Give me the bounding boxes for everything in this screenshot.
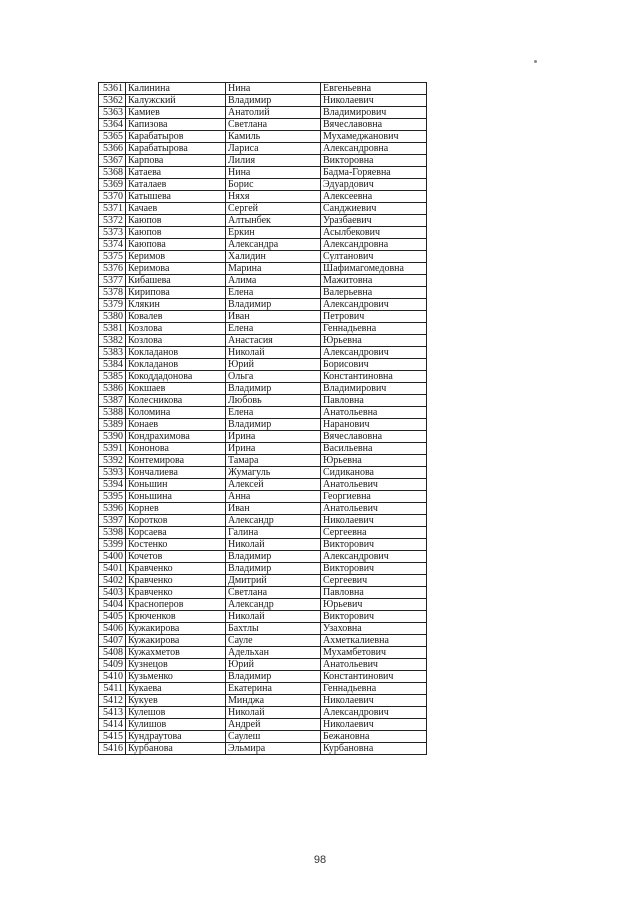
patronymic-cell: Юрьевна <box>321 335 427 347</box>
last-name-cell: Коротков <box>126 515 226 527</box>
table-row <box>99 611 427 623</box>
row-number-cell: 5409 <box>99 659 126 671</box>
row-number-cell: 5387 <box>99 395 126 407</box>
table-row <box>99 239 427 251</box>
row-number-cell: 5365 <box>99 131 126 143</box>
table-row <box>99 515 427 527</box>
first-name-cell: Няхя <box>226 191 321 203</box>
table-row <box>99 155 427 167</box>
first-name-cell: Нина <box>226 83 321 95</box>
row-number-cell: 5408 <box>99 647 126 659</box>
last-name-cell: Курбанова <box>126 743 226 755</box>
last-name-cell: Качаев <box>126 203 226 215</box>
first-name-cell: Алексей <box>226 479 321 491</box>
first-name-cell: Минджа <box>226 695 321 707</box>
patronymic-cell: Викторович <box>321 611 427 623</box>
patronymic-cell: Бадма-Горяевна <box>321 167 427 179</box>
row-number-cell: 5374 <box>99 239 126 251</box>
last-name-cell: Корсаева <box>126 527 226 539</box>
row-number-cell: 5415 <box>99 731 126 743</box>
table-row <box>99 527 427 539</box>
patronymic-cell: Викторовна <box>321 155 427 167</box>
row-number-cell: 5371 <box>99 203 126 215</box>
patronymic-cell: Санджиевич <box>321 203 427 215</box>
table-row <box>99 371 427 383</box>
first-name-cell: Сергей <box>226 203 321 215</box>
first-name-cell: Александр <box>226 599 321 611</box>
row-number-cell: 5412 <box>99 695 126 707</box>
row-number-cell: 5410 <box>99 671 126 683</box>
patronymic-cell: Уразбаевич <box>321 215 427 227</box>
row-number-cell: 5401 <box>99 563 126 575</box>
patronymic-cell: Вячеславовна <box>321 119 427 131</box>
row-number-cell: 5375 <box>99 251 126 263</box>
table-row <box>99 383 427 395</box>
row-number-cell: 5398 <box>99 527 126 539</box>
first-name-cell: Ирина <box>226 443 321 455</box>
first-name-cell: Алтынбек <box>226 215 321 227</box>
last-name-cell: Ковалев <box>126 311 226 323</box>
row-number-cell: 5361 <box>99 83 126 95</box>
first-name-cell: Тамара <box>226 455 321 467</box>
patronymic-cell: Юрьевна <box>321 455 427 467</box>
row-number-cell: 5368 <box>99 167 126 179</box>
last-name-cell: Кокшаев <box>126 383 226 395</box>
row-number-cell: 5386 <box>99 383 126 395</box>
patronymic-cell: Асылбекович <box>321 227 427 239</box>
table-row <box>99 335 427 347</box>
first-name-cell: Владимир <box>226 551 321 563</box>
table-row <box>99 287 427 299</box>
last-name-cell: Катаева <box>126 167 226 179</box>
first-name-cell: Юрий <box>226 359 321 371</box>
last-name-cell: Красноперов <box>126 599 226 611</box>
first-name-cell: Борис <box>226 179 321 191</box>
last-name-cell: Костенко <box>126 539 226 551</box>
first-name-cell: Ольга <box>226 371 321 383</box>
last-name-cell: Кокладанов <box>126 347 226 359</box>
patronymic-cell: Бежановна <box>321 731 427 743</box>
table-row <box>99 695 427 707</box>
row-number-cell: 5381 <box>99 323 126 335</box>
table-row <box>99 191 427 203</box>
last-name-cell: Каталаев <box>126 179 226 191</box>
table-row <box>99 719 427 731</box>
first-name-cell: Владимир <box>226 563 321 575</box>
first-name-cell: Иван <box>226 311 321 323</box>
patronymic-cell: Мажитовна <box>321 275 427 287</box>
row-number-cell: 5400 <box>99 551 126 563</box>
last-name-cell: Карабатыров <box>126 131 226 143</box>
table-row <box>99 359 427 371</box>
row-number-cell: 5373 <box>99 227 126 239</box>
row-number-cell: 5411 <box>99 683 126 695</box>
row-number-cell: 5402 <box>99 575 126 587</box>
row-number-cell: 5397 <box>99 515 126 527</box>
table-row <box>99 623 427 635</box>
first-name-cell: Екатерина <box>226 683 321 695</box>
registry-table <box>98 82 427 755</box>
first-name-cell: Владимир <box>226 419 321 431</box>
first-name-cell: Анатолий <box>226 107 321 119</box>
patronymic-cell: Александрович <box>321 707 427 719</box>
first-name-cell: Дмитрий <box>226 575 321 587</box>
row-number-cell: 5364 <box>99 119 126 131</box>
row-number-cell: 5396 <box>99 503 126 515</box>
table-row <box>99 683 427 695</box>
last-name-cell: Кононова <box>126 443 226 455</box>
last-name-cell: Крюченков <box>126 611 226 623</box>
scan-speck <box>534 60 537 63</box>
first-name-cell: Юрий <box>226 659 321 671</box>
last-name-cell: Клякин <box>126 299 226 311</box>
patronymic-cell: Викторович <box>321 539 427 551</box>
table-row <box>99 479 427 491</box>
row-number-cell: 5390 <box>99 431 126 443</box>
table-row <box>99 551 427 563</box>
table-row <box>99 251 427 263</box>
patronymic-cell: Геннадьевна <box>321 323 427 335</box>
table-row <box>99 743 427 755</box>
row-number-cell: 5377 <box>99 275 126 287</box>
patronymic-cell: Курбановна <box>321 743 427 755</box>
patronymic-cell: Александрович <box>321 299 427 311</box>
first-name-cell: Светлана <box>226 587 321 599</box>
last-name-cell: Катышева <box>126 191 226 203</box>
last-name-cell: Козлова <box>126 323 226 335</box>
table-row <box>99 659 427 671</box>
row-number-cell: 5363 <box>99 107 126 119</box>
row-number-cell: 5367 <box>99 155 126 167</box>
last-name-cell: Кузнецов <box>126 659 226 671</box>
first-name-cell: Елена <box>226 323 321 335</box>
row-number-cell: 5362 <box>99 95 126 107</box>
table-row <box>99 431 427 443</box>
table-row <box>99 227 427 239</box>
table-row <box>99 671 427 683</box>
patronymic-cell: Алексеевна <box>321 191 427 203</box>
table-row <box>99 323 427 335</box>
patronymic-cell: Султанович <box>321 251 427 263</box>
first-name-cell: Камиль <box>226 131 321 143</box>
patronymic-cell: Георгиевна <box>321 491 427 503</box>
first-name-cell: Николай <box>226 611 321 623</box>
patronymic-cell: Владимирович <box>321 383 427 395</box>
row-number-cell: 5392 <box>99 455 126 467</box>
last-name-cell: Каюпов <box>126 227 226 239</box>
last-name-cell: Кирипова <box>126 287 226 299</box>
patronymic-cell: Павловна <box>321 587 427 599</box>
patronymic-cell: Борисович <box>321 359 427 371</box>
table-row <box>99 731 427 743</box>
row-number-cell: 5405 <box>99 611 126 623</box>
table-row <box>99 95 427 107</box>
last-name-cell: Кулешов <box>126 707 226 719</box>
row-number-cell: 5413 <box>99 707 126 719</box>
last-name-cell: Керимова <box>126 263 226 275</box>
first-name-cell: Галина <box>226 527 321 539</box>
first-name-cell: Елена <box>226 407 321 419</box>
patronymic-cell: Александровна <box>321 143 427 155</box>
last-name-cell: Кондрахимова <box>126 431 226 443</box>
first-name-cell: Эльмира <box>226 743 321 755</box>
table-row <box>99 635 427 647</box>
table-row <box>99 119 427 131</box>
last-name-cell: Конаев <box>126 419 226 431</box>
table-row <box>99 503 427 515</box>
table-row <box>99 419 427 431</box>
row-number-cell: 5372 <box>99 215 126 227</box>
last-name-cell: Кончалиева <box>126 467 226 479</box>
last-name-cell: Кужакирова <box>126 623 226 635</box>
patronymic-cell: Сергеевич <box>321 575 427 587</box>
patronymic-cell: Вячеславовна <box>321 431 427 443</box>
last-name-cell: Корнев <box>126 503 226 515</box>
row-number-cell: 5399 <box>99 539 126 551</box>
first-name-cell: Анна <box>226 491 321 503</box>
last-name-cell: Контемирова <box>126 455 226 467</box>
table-row <box>99 395 427 407</box>
first-name-cell: Александр <box>226 515 321 527</box>
table-row <box>99 215 427 227</box>
first-name-cell: Любовь <box>226 395 321 407</box>
table-row <box>99 467 427 479</box>
first-name-cell: Марина <box>226 263 321 275</box>
table-row <box>99 131 427 143</box>
last-name-cell: Коньшина <box>126 491 226 503</box>
table-row <box>99 311 427 323</box>
last-name-cell: Калужский <box>126 95 226 107</box>
row-number-cell: 5389 <box>99 419 126 431</box>
patronymic-cell: Анатольевна <box>321 407 427 419</box>
last-name-cell: Карпова <box>126 155 226 167</box>
patronymic-cell: Ахметкалиевна <box>321 635 427 647</box>
first-name-cell: Лилия <box>226 155 321 167</box>
last-name-cell: Кужахметов <box>126 647 226 659</box>
table-row <box>99 107 427 119</box>
patronymic-cell: Александрович <box>321 551 427 563</box>
table-row <box>99 491 427 503</box>
row-number-cell: 5380 <box>99 311 126 323</box>
patronymic-cell: Анатольевич <box>321 503 427 515</box>
first-name-cell: Владимир <box>226 671 321 683</box>
first-name-cell: Халидин <box>226 251 321 263</box>
row-number-cell: 5393 <box>99 467 126 479</box>
patronymic-cell: Константинович <box>321 671 427 683</box>
row-number-cell: 5376 <box>99 263 126 275</box>
first-name-cell: Нина <box>226 167 321 179</box>
first-name-cell: Алима <box>226 275 321 287</box>
last-name-cell: Кужакирова <box>126 635 226 647</box>
row-number-cell: 5388 <box>99 407 126 419</box>
last-name-cell: Каюпов <box>126 215 226 227</box>
first-name-cell: Сауле <box>226 635 321 647</box>
table-row <box>99 707 427 719</box>
last-name-cell: Кокоддадонова <box>126 371 226 383</box>
patronymic-cell: Сидиканова <box>321 467 427 479</box>
patronymic-cell: Мухамбетович <box>321 647 427 659</box>
table-row <box>99 647 427 659</box>
first-name-cell: Николай <box>226 539 321 551</box>
first-name-cell: Ирина <box>226 431 321 443</box>
last-name-cell: Кочетов <box>126 551 226 563</box>
patronymic-cell: Сергеевна <box>321 527 427 539</box>
first-name-cell: Бахтлы <box>226 623 321 635</box>
row-number-cell: 5416 <box>99 743 126 755</box>
last-name-cell: Карабатырова <box>126 143 226 155</box>
page-number: 98 <box>313 854 327 866</box>
table-row <box>99 167 427 179</box>
table-row <box>99 275 427 287</box>
row-number-cell: 5403 <box>99 587 126 599</box>
patronymic-cell: Николаевич <box>321 515 427 527</box>
first-name-cell: Лариса <box>226 143 321 155</box>
table-row <box>99 407 427 419</box>
first-name-cell: Светлана <box>226 119 321 131</box>
row-number-cell: 5404 <box>99 599 126 611</box>
last-name-cell: Кравченко <box>126 563 226 575</box>
patronymic-cell: Александровна <box>321 239 427 251</box>
last-name-cell: Кравченко <box>126 587 226 599</box>
first-name-cell: Николай <box>226 347 321 359</box>
first-name-cell: Владимир <box>226 95 321 107</box>
last-name-cell: Калинина <box>126 83 226 95</box>
last-name-cell: Камиев <box>126 107 226 119</box>
patronymic-cell: Петрович <box>321 311 427 323</box>
patronymic-cell: Узаховна <box>321 623 427 635</box>
first-name-cell: Владимир <box>226 383 321 395</box>
row-number-cell: 5369 <box>99 179 126 191</box>
first-name-cell: Еркин <box>226 227 321 239</box>
patronymic-cell: Викторович <box>321 563 427 575</box>
row-number-cell: 5395 <box>99 491 126 503</box>
last-name-cell: Кравченко <box>126 575 226 587</box>
patronymic-cell: Юрьевич <box>321 599 427 611</box>
first-name-cell: Адельхан <box>226 647 321 659</box>
last-name-cell: Кокладанов <box>126 359 226 371</box>
last-name-cell: Кукаева <box>126 683 226 695</box>
first-name-cell: Жумагуль <box>226 467 321 479</box>
table-row <box>99 587 427 599</box>
table-row <box>99 455 427 467</box>
table-row <box>99 443 427 455</box>
last-name-cell: Козлова <box>126 335 226 347</box>
last-name-cell: Керимов <box>126 251 226 263</box>
table-row <box>99 263 427 275</box>
patronymic-cell: Николаевич <box>321 719 427 731</box>
last-name-cell: Колесникова <box>126 395 226 407</box>
last-name-cell: Коломина <box>126 407 226 419</box>
patronymic-cell: Геннадьевна <box>321 683 427 695</box>
row-number-cell: 5379 <box>99 299 126 311</box>
row-number-cell: 5406 <box>99 623 126 635</box>
patronymic-cell: Анатольевич <box>321 659 427 671</box>
row-number-cell: 5394 <box>99 479 126 491</box>
table-row <box>99 347 427 359</box>
last-name-cell: Кулишов <box>126 719 226 731</box>
last-name-cell: Каюпова <box>126 239 226 251</box>
row-number-cell: 5414 <box>99 719 126 731</box>
patronymic-cell: Николаевич <box>321 95 427 107</box>
patronymic-cell: Мухамеджанович <box>321 131 427 143</box>
patronymic-cell: Александрович <box>321 347 427 359</box>
last-name-cell: Кибашева <box>126 275 226 287</box>
row-number-cell: 5382 <box>99 335 126 347</box>
last-name-cell: Кундраутова <box>126 731 226 743</box>
last-name-cell: Кузьменко <box>126 671 226 683</box>
row-number-cell: 5370 <box>99 191 126 203</box>
table-row <box>99 575 427 587</box>
last-name-cell: Капизова <box>126 119 226 131</box>
table-row <box>99 203 427 215</box>
patronymic-cell: Шафимагомедовна <box>321 263 427 275</box>
row-number-cell: 5385 <box>99 371 126 383</box>
last-name-cell: Коньшин <box>126 479 226 491</box>
patronymic-cell: Наранович <box>321 419 427 431</box>
table-row <box>99 539 427 551</box>
patronymic-cell: Эдуардович <box>321 179 427 191</box>
first-name-cell: Саулеш <box>226 731 321 743</box>
row-number-cell: 5391 <box>99 443 126 455</box>
table-row <box>99 179 427 191</box>
patronymic-cell: Евгеньевна <box>321 83 427 95</box>
first-name-cell: Андрей <box>226 719 321 731</box>
row-number-cell: 5366 <box>99 143 126 155</box>
table-row <box>99 599 427 611</box>
table-row <box>99 143 427 155</box>
patronymic-cell: Владимирович <box>321 107 427 119</box>
first-name-cell: Иван <box>226 503 321 515</box>
last-name-cell: Кукуев <box>126 695 226 707</box>
row-number-cell: 5383 <box>99 347 126 359</box>
patronymic-cell: Васильевна <box>321 443 427 455</box>
patronymic-cell: Анатольевич <box>321 479 427 491</box>
table-row <box>99 563 427 575</box>
row-number-cell: 5384 <box>99 359 126 371</box>
first-name-cell: Александра <box>226 239 321 251</box>
patronymic-cell: Константиновна <box>321 371 427 383</box>
first-name-cell: Елена <box>226 287 321 299</box>
table-row <box>99 83 427 95</box>
registry-table-body <box>99 83 427 755</box>
row-number-cell: 5378 <box>99 287 126 299</box>
row-number-cell: 5407 <box>99 635 126 647</box>
first-name-cell: Николай <box>226 707 321 719</box>
first-name-cell: Владимир <box>226 299 321 311</box>
first-name-cell: Анастасия <box>226 335 321 347</box>
patronymic-cell: Валерьевна <box>321 287 427 299</box>
table-row <box>99 299 427 311</box>
patronymic-cell: Николаевич <box>321 695 427 707</box>
patronymic-cell: Павловна <box>321 395 427 407</box>
